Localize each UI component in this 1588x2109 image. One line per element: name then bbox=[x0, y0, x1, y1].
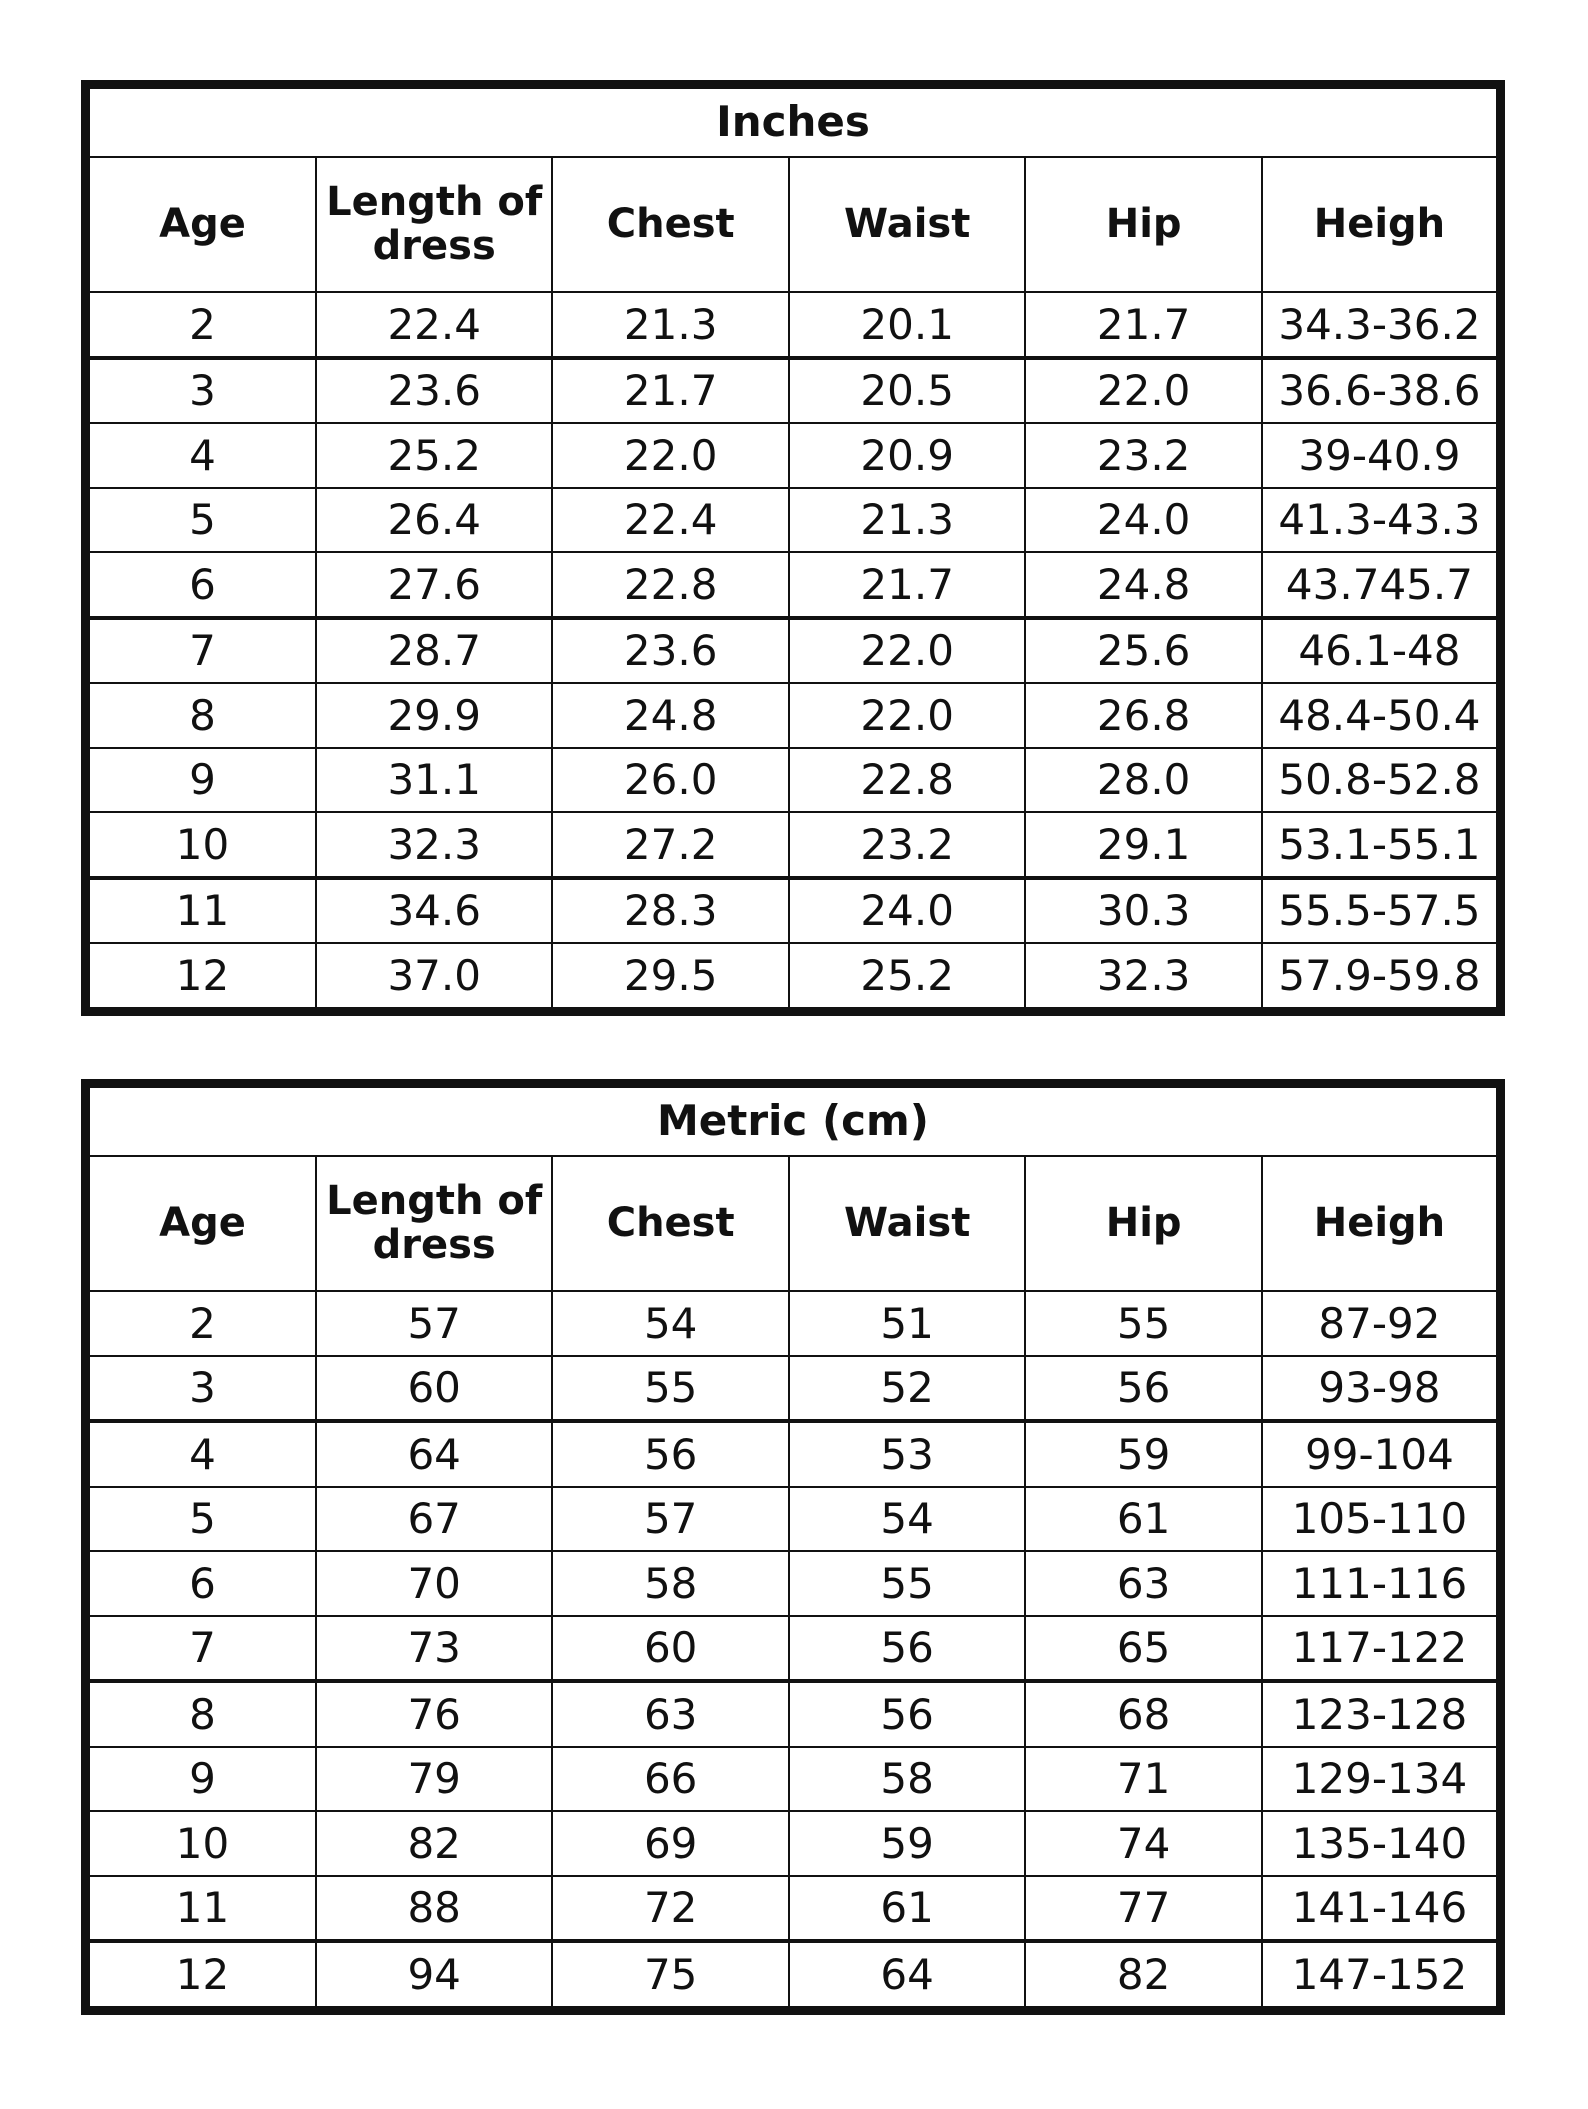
cell-heigh: 111-116 bbox=[1262, 1551, 1501, 1616]
cell-age: 5 bbox=[86, 1487, 316, 1552]
cell-chest: 29.5 bbox=[552, 943, 788, 1011]
table-row bbox=[86, 1811, 1501, 1876]
cell-chest: 21.7 bbox=[552, 358, 788, 424]
cell-length-of-dress: 27.6 bbox=[316, 552, 552, 618]
cell-waist: 20.9 bbox=[789, 423, 1025, 488]
table-row bbox=[86, 292, 1501, 358]
cell-hip: 71 bbox=[1025, 1747, 1261, 1812]
cell-age: 4 bbox=[86, 423, 316, 488]
table-row bbox=[86, 552, 1501, 618]
cell-waist: 22.0 bbox=[789, 618, 1025, 684]
table-row bbox=[86, 1356, 1501, 1422]
cell-length-of-dress: 67 bbox=[316, 1487, 552, 1552]
cell-chest: 21.3 bbox=[552, 292, 788, 358]
cell-length-of-dress: 70 bbox=[316, 1551, 552, 1616]
cell-hip: 25.6 bbox=[1025, 618, 1261, 684]
cell-chest: 72 bbox=[552, 1876, 788, 1942]
table-row bbox=[86, 1551, 1501, 1616]
cell-hip: 29.1 bbox=[1025, 812, 1261, 878]
cell-age: 6 bbox=[86, 552, 316, 618]
cell-heigh: 87-92 bbox=[1262, 1291, 1501, 1356]
cell-age: 8 bbox=[86, 1681, 316, 1747]
cell-chest: 22.4 bbox=[552, 488, 788, 553]
cell-waist: 56 bbox=[789, 1681, 1025, 1747]
table-row bbox=[86, 423, 1501, 488]
cell-length-of-dress: 82 bbox=[316, 1811, 552, 1876]
cell-chest: 28.3 bbox=[552, 878, 788, 944]
header-length-of-dress: Length of dress bbox=[316, 157, 552, 292]
cell-hip: 24.8 bbox=[1025, 552, 1261, 618]
cell-hip: 65 bbox=[1025, 1616, 1261, 1682]
cell-hip: 68 bbox=[1025, 1681, 1261, 1747]
cell-length-of-dress: 25.2 bbox=[316, 423, 552, 488]
header-chest: Chest bbox=[552, 157, 788, 292]
cell-waist: 54 bbox=[789, 1487, 1025, 1552]
cell-length-of-dress: 34.6 bbox=[316, 878, 552, 944]
cell-hip: 22.0 bbox=[1025, 358, 1261, 424]
table-row bbox=[86, 878, 1501, 944]
cell-heigh: 123-128 bbox=[1262, 1681, 1501, 1747]
table-row bbox=[86, 1747, 1501, 1812]
cell-length-of-dress: 37.0 bbox=[316, 943, 552, 1011]
cell-hip: 32.3 bbox=[1025, 943, 1261, 1011]
cell-heigh: 46.1-48 bbox=[1262, 618, 1501, 684]
cell-age: 12 bbox=[86, 1941, 316, 2010]
cell-waist: 22.8 bbox=[789, 748, 1025, 813]
cell-hip: 59 bbox=[1025, 1421, 1261, 1487]
header-length-of-dress: Length of dress bbox=[316, 1156, 552, 1291]
header-heigh: Heigh bbox=[1262, 157, 1501, 292]
cell-waist: 25.2 bbox=[789, 943, 1025, 1011]
cell-hip: 26.8 bbox=[1025, 683, 1261, 748]
cell-length-of-dress: 88 bbox=[316, 1876, 552, 1942]
cell-heigh: 99-104 bbox=[1262, 1421, 1501, 1487]
cell-age: 9 bbox=[86, 748, 316, 813]
table-row bbox=[86, 618, 1501, 684]
table-row bbox=[86, 943, 1501, 1011]
cell-age: 2 bbox=[86, 1291, 316, 1356]
cell-waist: 23.2 bbox=[789, 812, 1025, 878]
cell-hip: 63 bbox=[1025, 1551, 1261, 1616]
cell-hip: 56 bbox=[1025, 1356, 1261, 1422]
header-age: Age bbox=[86, 1156, 316, 1291]
table-title-row bbox=[86, 1084, 1501, 1156]
cell-age: 6 bbox=[86, 1551, 316, 1616]
header-hip: Hip bbox=[1025, 1156, 1261, 1291]
cell-age: 3 bbox=[86, 1356, 316, 1422]
cell-waist: 55 bbox=[789, 1551, 1025, 1616]
cell-age: 11 bbox=[86, 1876, 316, 1942]
cell-chest: 22.0 bbox=[552, 423, 788, 488]
cell-age: 7 bbox=[86, 618, 316, 684]
cell-length-of-dress: 31.1 bbox=[316, 748, 552, 813]
cell-chest: 75 bbox=[552, 1941, 788, 2010]
cell-age: 2 bbox=[86, 292, 316, 358]
metric-size-table bbox=[81, 1079, 1505, 2015]
cell-age: 8 bbox=[86, 683, 316, 748]
cell-length-of-dress: 26.4 bbox=[316, 488, 552, 553]
cell-waist: 64 bbox=[789, 1941, 1025, 2010]
cell-chest: 58 bbox=[552, 1551, 788, 1616]
cell-heigh: 93-98 bbox=[1262, 1356, 1501, 1422]
table-row bbox=[86, 748, 1501, 813]
cell-heigh: 48.4-50.4 bbox=[1262, 683, 1501, 748]
cell-chest: 26.0 bbox=[552, 748, 788, 813]
header-chest: Chest bbox=[552, 1156, 788, 1291]
table-header-row bbox=[86, 157, 1501, 292]
cell-heigh: 57.9-59.8 bbox=[1262, 943, 1501, 1011]
cell-waist: 20.1 bbox=[789, 292, 1025, 358]
cell-age: 10 bbox=[86, 812, 316, 878]
inches-size-table bbox=[81, 80, 1505, 1016]
header-age: Age bbox=[86, 157, 316, 292]
cell-age: 4 bbox=[86, 1421, 316, 1487]
cell-hip: 28.0 bbox=[1025, 748, 1261, 813]
cell-hip: 55 bbox=[1025, 1291, 1261, 1356]
table-row bbox=[86, 1616, 1501, 1682]
cell-waist: 53 bbox=[789, 1421, 1025, 1487]
cell-heigh: 36.6-38.6 bbox=[1262, 358, 1501, 424]
cell-length-of-dress: 94 bbox=[316, 1941, 552, 2010]
cell-waist: 56 bbox=[789, 1616, 1025, 1682]
cell-waist: 59 bbox=[789, 1811, 1025, 1876]
cell-age: 10 bbox=[86, 1811, 316, 1876]
table-header-row bbox=[86, 1156, 1501, 1291]
header-heigh: Heigh bbox=[1262, 1156, 1501, 1291]
header-waist: Waist bbox=[789, 157, 1025, 292]
cell-age: 12 bbox=[86, 943, 316, 1011]
cell-hip: 61 bbox=[1025, 1487, 1261, 1552]
cell-length-of-dress: 32.3 bbox=[316, 812, 552, 878]
table-row bbox=[86, 358, 1501, 424]
table-row bbox=[86, 1681, 1501, 1747]
cell-chest: 60 bbox=[552, 1616, 788, 1682]
cell-length-of-dress: 57 bbox=[316, 1291, 552, 1356]
cell-chest: 54 bbox=[552, 1291, 788, 1356]
cell-age: 11 bbox=[86, 878, 316, 944]
cell-heigh: 43.745.7 bbox=[1262, 552, 1501, 618]
cell-chest: 27.2 bbox=[552, 812, 788, 878]
cell-heigh: 141-146 bbox=[1262, 1876, 1501, 1942]
cell-chest: 23.6 bbox=[552, 618, 788, 684]
cell-length-of-dress: 23.6 bbox=[316, 358, 552, 424]
cell-length-of-dress: 73 bbox=[316, 1616, 552, 1682]
cell-waist: 21.7 bbox=[789, 552, 1025, 618]
cell-waist: 61 bbox=[789, 1876, 1025, 1942]
cell-heigh: 53.1-55.1 bbox=[1262, 812, 1501, 878]
cell-waist: 24.0 bbox=[789, 878, 1025, 944]
table-row bbox=[86, 812, 1501, 878]
cell-waist: 21.3 bbox=[789, 488, 1025, 553]
cell-waist: 51 bbox=[789, 1291, 1025, 1356]
cell-heigh: 50.8-52.8 bbox=[1262, 748, 1501, 813]
table-title: Metric (cm) bbox=[86, 1084, 1501, 1156]
cell-length-of-dress: 22.4 bbox=[316, 292, 552, 358]
cell-chest: 22.8 bbox=[552, 552, 788, 618]
cell-chest: 55 bbox=[552, 1356, 788, 1422]
cell-length-of-dress: 60 bbox=[316, 1356, 552, 1422]
cell-hip: 23.2 bbox=[1025, 423, 1261, 488]
cell-length-of-dress: 28.7 bbox=[316, 618, 552, 684]
cell-waist: 52 bbox=[789, 1356, 1025, 1422]
header-hip: Hip bbox=[1025, 157, 1261, 292]
table-title-row bbox=[86, 85, 1501, 157]
cell-length-of-dress: 64 bbox=[316, 1421, 552, 1487]
table-row bbox=[86, 1291, 1501, 1356]
cell-length-of-dress: 29.9 bbox=[316, 683, 552, 748]
cell-chest: 69 bbox=[552, 1811, 788, 1876]
cell-waist: 22.0 bbox=[789, 683, 1025, 748]
table-row bbox=[86, 1876, 1501, 1942]
cell-chest: 63 bbox=[552, 1681, 788, 1747]
cell-chest: 24.8 bbox=[552, 683, 788, 748]
cell-heigh: 129-134 bbox=[1262, 1747, 1501, 1812]
cell-hip: 82 bbox=[1025, 1941, 1261, 2010]
cell-waist: 58 bbox=[789, 1747, 1025, 1812]
cell-length-of-dress: 76 bbox=[316, 1681, 552, 1747]
cell-chest: 66 bbox=[552, 1747, 788, 1812]
cell-heigh: 41.3-43.3 bbox=[1262, 488, 1501, 553]
cell-chest: 56 bbox=[552, 1421, 788, 1487]
cell-hip: 74 bbox=[1025, 1811, 1261, 1876]
table-row bbox=[86, 488, 1501, 553]
cell-chest: 57 bbox=[552, 1487, 788, 1552]
table-title: Inches bbox=[86, 85, 1501, 157]
cell-heigh: 105-110 bbox=[1262, 1487, 1501, 1552]
cell-age: 7 bbox=[86, 1616, 316, 1682]
cell-hip: 30.3 bbox=[1025, 878, 1261, 944]
table-row bbox=[86, 1487, 1501, 1552]
cell-heigh: 55.5-57.5 bbox=[1262, 878, 1501, 944]
cell-heigh: 147-152 bbox=[1262, 1941, 1501, 2010]
table-row bbox=[86, 1421, 1501, 1487]
cell-age: 5 bbox=[86, 488, 316, 553]
cell-age: 9 bbox=[86, 1747, 316, 1812]
cell-hip: 24.0 bbox=[1025, 488, 1261, 553]
table-row bbox=[86, 683, 1501, 748]
cell-waist: 20.5 bbox=[789, 358, 1025, 424]
cell-heigh: 39-40.9 bbox=[1262, 423, 1501, 488]
cell-hip: 21.7 bbox=[1025, 292, 1261, 358]
cell-heigh: 135-140 bbox=[1262, 1811, 1501, 1876]
table-row bbox=[86, 1941, 1501, 2010]
header-waist: Waist bbox=[789, 1156, 1025, 1291]
cell-heigh: 34.3-36.2 bbox=[1262, 292, 1501, 358]
cell-hip: 77 bbox=[1025, 1876, 1261, 1942]
cell-heigh: 117-122 bbox=[1262, 1616, 1501, 1682]
cell-length-of-dress: 79 bbox=[316, 1747, 552, 1812]
cell-age: 3 bbox=[86, 358, 316, 424]
